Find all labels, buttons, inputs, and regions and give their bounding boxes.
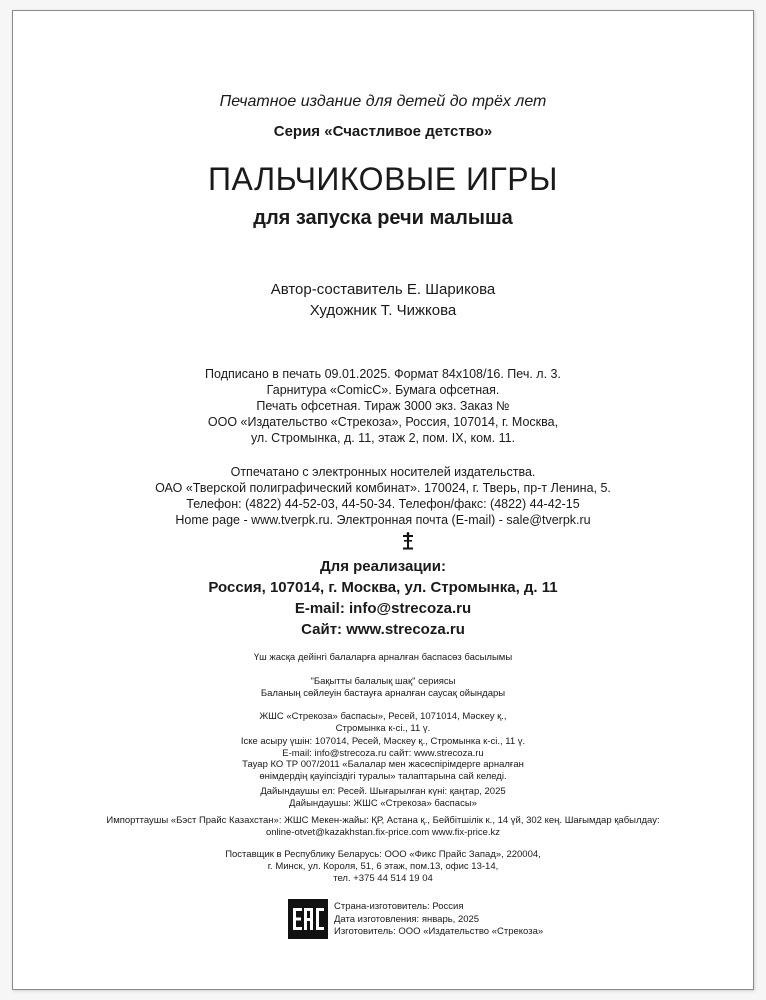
age-note <box>13 93 753 111</box>
credits <box>13 279 753 321</box>
sales-email: E-mail: info@strecoza.ru <box>294 600 472 617</box>
age-note-text: Печатное издание для детей до трёх лет <box>219 93 547 110</box>
sales-heading: Для реализации: <box>320 558 446 575</box>
printed-line: Телефон: (4822) 44-52-03, 44-50-34. Телефон/факс: (4822) 44-42-15 <box>186 497 580 511</box>
kazakh-claims-line: өнімдердің қауіпсіздігі туралы» талаптарына сай келеді. <box>259 770 507 782</box>
manufacturer-info <box>334 901 543 939</box>
kazakh-manufacture <box>13 786 753 810</box>
series-line <box>13 123 753 140</box>
kazakh-manufacture-line: Дайындаушы: ЖШС «Стрекоза» баспасы» <box>289 798 477 809</box>
belarus-supplier-line: Поставщик в Республику Беларусь: ООО «Фикс Прайс Запад», 220004, <box>225 849 541 860</box>
kazakh-publisher-line: Стромынка к-сі., 11 ү. <box>335 723 431 734</box>
printing-house-logo-icon <box>401 532 415 550</box>
sales-address: Россия, 107014, г. Москва, ул. Стромынка, д. 11 <box>208 579 558 596</box>
printed-line: ОАО «Тверской полиграфический комбинат». 170024, г. Тверь, пр-т Ленина, 5. <box>155 481 611 495</box>
book-subtitle <box>13 207 753 230</box>
kazakh-importer-line: online-otvet@kazakhstan.fix-price.com www.fix-price.kz <box>265 827 501 838</box>
imprint-line: ООО «Издательство «Стрекоза», Россия, 107014, г. Москва, <box>207 415 559 429</box>
printed-line: Home page - www.tverpk.ru. Электронная почта (E-mail) - sale@tverpk.ru <box>175 513 591 527</box>
book-title-text: ПАЛЬЧИКОВЫЕ ИГРЫ <box>208 161 558 197</box>
imprint-info <box>13 366 753 446</box>
kazakh-publisher-line: ЖШС «Стрекоза» баспасы», Ресей, 1071014, Мәскеу қ., <box>259 711 507 722</box>
kazakh-age-note-text: Үш жасқа дейінгі балаларға арналған баспасөз басылымы <box>253 652 513 663</box>
belarus-supplier-line: г. Минск, ул. Короля, 51, 6 этаж, пом.13, офис 13-14, <box>267 861 499 872</box>
manufacturer-line: Изготовитель: ООО «Издательство «Стрекоза» <box>334 926 544 937</box>
kazakh-series-line: Баланың сөйлеуін бастауға арналған саусақ ойындары <box>260 688 506 699</box>
artist-credit: Художник Т. Чижкова <box>309 302 457 319</box>
imprint-line: Гарнитура «ComicC». Бумага офсетная. <box>266 383 500 397</box>
printed-line: Отпечатано с электронных носителей издательства. <box>230 465 536 479</box>
kazakh-age-note <box>13 652 753 663</box>
kazakh-series <box>13 676 753 700</box>
belarus-supplier-line: тел. +375 44 514 19 04 <box>333 873 433 884</box>
kazakh-claims-line: Іске асыру үшін: 107014, Ресей, Мәскеу қ., Стромынка к-сі., 11 ү. <box>240 736 526 747</box>
imprint-line: ул. Стромынка, д. 11, этаж 2, пом. IX, ком. 11. <box>250 431 516 445</box>
series-text: Серия «Счастливое детство» <box>273 123 493 140</box>
book-subtitle-text: для запуска речи малыша <box>253 207 513 229</box>
sales-site: Сайт: www.strecoza.ru <box>301 621 465 638</box>
kazakh-manufacture-line: Дайындаушы ел: Ресей. Шығарылған күні: қаңтар, 2025 <box>260 786 506 797</box>
author-credit: Автор-составитель Е. Шарикова <box>270 281 496 298</box>
kazakh-claims-line: E-mail: info@strecoza.ru сайт: www.strecoza.ru <box>282 747 484 759</box>
book-title <box>13 161 753 198</box>
sales-info <box>13 556 753 640</box>
kazakh-publisher <box>13 711 753 735</box>
manufacturer-line: Страна-изготовитель: Россия <box>334 901 464 912</box>
kazakh-claims-line: Тауар КО ТР 007/2011 «Балалар мен жасөспірімдерге арналған <box>242 759 524 770</box>
printing-house-info <box>13 464 753 528</box>
imprint-page <box>12 10 754 990</box>
kazakh-importer <box>13 815 753 839</box>
manufacturer-line: Дата изготовления: январь, 2025 <box>334 913 480 925</box>
belarus-supplier <box>13 849 753 885</box>
imprint-line: Подписано в печать 09.01.2025. Формат 84x108/16. Печ. л. 3. <box>205 367 561 381</box>
imprint-line: Печать офсетная. Тираж 3000 экз. Заказ № <box>256 399 510 413</box>
kazakh-series-line: "Бақытты балалық шақ" сериясы <box>310 676 456 687</box>
kazakh-claims <box>13 736 753 782</box>
kazakh-importer-line: Импорттаушы «Бэст Прайс Казахстан»: ЖШС Мекен-жайы: ҚР, Астана қ., Бейбітшілік к., 14 үй, 302 кең. Шағымдар қабылдау: <box>106 815 660 826</box>
eac-mark-icon <box>288 899 328 939</box>
